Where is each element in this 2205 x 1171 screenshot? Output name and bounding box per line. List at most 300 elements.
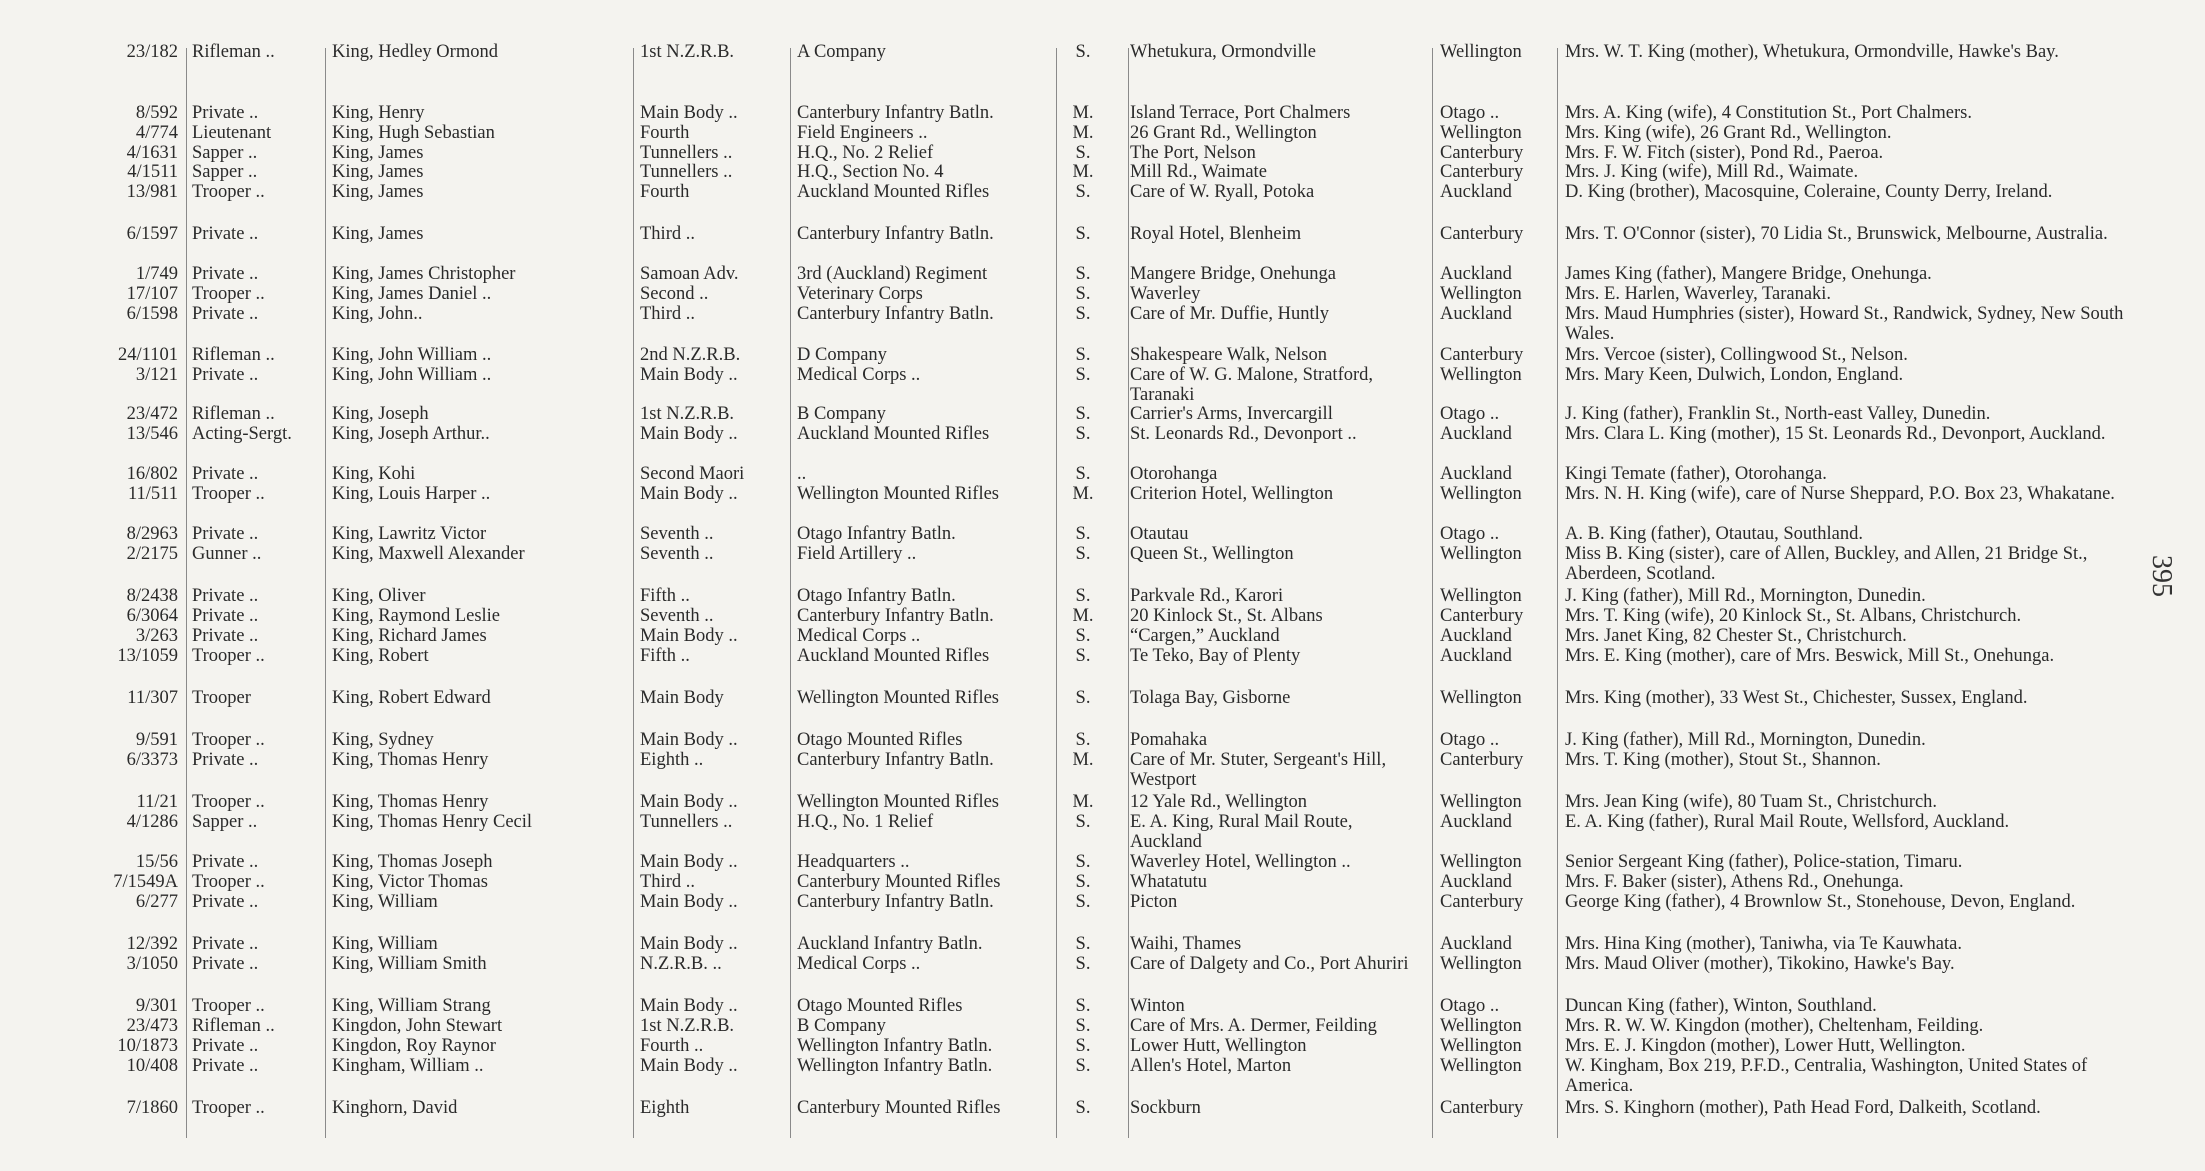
last-address: Otautau — [1130, 524, 1189, 544]
next-of-kin: Mrs. S. Kinghorn (mother), Path Head Ford, Dalkeith, Scotland. — [1565, 1098, 2041, 1118]
rank: Rifleman .. — [192, 1016, 275, 1036]
draft-unit: Tunnellers .. — [640, 143, 733, 163]
entry-number: 10/1873 — [117, 1036, 178, 1056]
next-of-kin: J. King (father), Mill Rd., Mornington, Dunedin. — [1565, 730, 1926, 750]
rank: Gunner .. — [192, 544, 262, 564]
last-address: St. Leonards Rd., Devonport .. — [1130, 424, 1357, 444]
next-of-kin: J. King (father), Mill Rd., Mornington, Dunedin. — [1565, 586, 1926, 606]
next-of-kin: D. King (brother), Macosquine, Coleraine, County Derry, Ireland. — [1565, 182, 2053, 202]
table-row — [0, 954, 2205, 994]
next-of-kin: Mrs. Mary Keen, Dulwich, London, England. — [1565, 365, 1904, 385]
entry-number: 23/182 — [126, 42, 178, 62]
next-of-kin: Mrs. N. H. King (wife), care of Nurse Sheppard, P.O. Box 23, Whakatane. — [1565, 484, 2115, 504]
last-address: Sockburn — [1130, 1098, 1201, 1118]
soldier-name: King, John.. — [332, 304, 423, 324]
district: Wellington — [1440, 544, 1522, 564]
soldier-name: King, Lawritz Victor — [332, 524, 487, 544]
next-of-kin: Mrs. Hina King (mother), Taniwha, via Te Kauwhata. — [1565, 934, 1962, 954]
next-of-kin: Miss B. King (sister), care of Allen, Buckley, and Allen, 21 Bridge St., Aberdeen, Scotland. — [1565, 544, 2088, 584]
company: Otago Mounted Rifles — [797, 730, 963, 750]
company: Wellington Mounted Rifles — [797, 484, 999, 504]
rank: Private .. — [192, 954, 259, 974]
draft-unit: Main Body .. — [640, 934, 738, 954]
company: Canterbury Infantry Batln. — [797, 224, 994, 244]
next-of-kin: Mrs. W. T. King (mother), Whetukura, Ormondville, Hawke's Bay. — [1565, 42, 2059, 62]
draft-unit: Third .. — [640, 224, 695, 244]
soldier-name: King, William Strang — [332, 996, 491, 1016]
company: H.Q., No. 2 Relief — [797, 143, 934, 163]
draft-unit: Main Body — [640, 688, 724, 708]
soldier-name: King, Kohi — [332, 464, 416, 484]
company: B Company — [797, 404, 886, 424]
last-address: Picton — [1130, 892, 1178, 912]
company: Canterbury Infantry Batln. — [797, 606, 994, 626]
rank: Private .. — [192, 892, 259, 912]
entry-number: 2/2175 — [126, 544, 178, 564]
rank: Trooper .. — [192, 284, 265, 304]
rank: Private .. — [192, 1036, 259, 1056]
next-of-kin: Mrs. E. King (mother), care of Mrs. Beswick, Mill St., Onehunga. — [1565, 646, 2055, 666]
soldier-name: King, John William .. — [332, 365, 492, 385]
next-of-kin: Mrs. J. King (wife), Mill Rd., Waimate. — [1565, 162, 1859, 182]
draft-unit: Main Body .. — [640, 792, 738, 812]
district: Wellington — [1440, 484, 1522, 504]
marital-status: S. — [1075, 365, 1091, 385]
soldier-name: Kingdon, Roy Raynor — [332, 1036, 496, 1056]
last-address: Waihi, Thames — [1130, 934, 1242, 954]
company: Auckland Mounted Rifles — [797, 182, 990, 202]
soldier-name: King, James — [332, 143, 424, 163]
last-address: Care of Mrs. A. Dermer, Feilding — [1130, 1016, 1377, 1036]
next-of-kin: Mrs. T. King (mother), Stout St., Shannon. — [1565, 750, 1881, 770]
next-of-kin: Mrs. Janet King, 82 Chester St., Christchurch. — [1565, 626, 1907, 646]
table-row — [0, 365, 2205, 405]
draft-unit: 1st N.Z.R.B. — [640, 1016, 735, 1036]
entry-number: 11/307 — [127, 688, 178, 708]
last-address: Tolaga Bay, Gisborne — [1130, 688, 1291, 708]
soldier-name: King, William Smith — [332, 954, 487, 974]
rank: Private .. — [192, 365, 259, 385]
marital-status: S. — [1075, 182, 1091, 202]
soldier-name: King, James Christopher — [332, 264, 516, 284]
district: Wellington — [1440, 1016, 1522, 1036]
district: Wellington — [1440, 123, 1522, 143]
entry-number: 8/2438 — [126, 586, 178, 606]
next-of-kin: Mrs. E. J. Kingdon (mother), Lower Hutt, Wellington. — [1565, 1036, 1966, 1056]
last-address: Island Terrace, Port Chalmers — [1130, 103, 1351, 123]
district: Wellington — [1440, 954, 1522, 974]
rank: Rifleman .. — [192, 345, 275, 365]
soldier-name: King, John William .. — [332, 345, 492, 365]
rank: Acting-Sergt. — [192, 424, 292, 444]
marital-status: S. — [1075, 934, 1091, 954]
rank: Private .. — [192, 304, 259, 324]
marital-status: S. — [1075, 224, 1091, 244]
soldier-name: King, Hedley Ormond — [332, 42, 498, 62]
next-of-kin: W. Kingham, Box 219, P.F.D., Centralia, Washington, United States of America. — [1565, 1056, 2088, 1096]
entry-number: 10/408 — [126, 1056, 178, 1076]
company: Auckland Infantry Batln. — [797, 934, 983, 954]
entry-number: 9/591 — [135, 730, 178, 750]
next-of-kin: Mrs. A. King (wife), 4 Constitution St., Port Chalmers. — [1565, 103, 1972, 123]
last-address: 26 Grant Rd., Wellington — [1130, 123, 1317, 143]
entry-number: 11/511 — [127, 484, 178, 504]
draft-unit: Second Maori — [640, 464, 745, 484]
draft-unit: 1st N.Z.R.B. — [640, 404, 735, 424]
rank: Sapper .. — [192, 162, 258, 182]
district: Canterbury — [1440, 1098, 1524, 1118]
last-address: Parkvale Rd., Karori — [1130, 586, 1284, 606]
entry-number: 8/592 — [135, 103, 178, 123]
rank: Private .. — [192, 464, 259, 484]
company: Medical Corps .. — [797, 954, 921, 974]
entry-number: 15/56 — [135, 852, 178, 872]
district: Auckland — [1440, 812, 1512, 832]
company: Canterbury Mounted Rifles — [797, 1098, 1001, 1118]
entry-number: 8/2963 — [126, 524, 178, 544]
company: Canterbury Infantry Batln. — [797, 750, 994, 770]
marital-status: S. — [1075, 524, 1091, 544]
marital-status: S. — [1075, 586, 1091, 606]
soldier-name: King, Thomas Henry Cecil — [332, 812, 533, 832]
last-address: Shakespeare Walk, Nelson — [1130, 345, 1327, 365]
draft-unit: 2nd N.Z.R.B. — [640, 345, 741, 365]
company: Canterbury Infantry Batln. — [797, 103, 994, 123]
district: Wellington — [1440, 1036, 1522, 1056]
next-of-kin: Mrs. Vercoe (sister), Collingwood St., Nelson. — [1565, 345, 1908, 365]
marital-status: S. — [1075, 284, 1091, 304]
next-of-kin: E. A. King (father), Rural Mail Route, Wellsford, Auckland. — [1565, 812, 2010, 832]
district: Wellington — [1440, 852, 1522, 872]
table-row — [0, 544, 2205, 584]
district: Auckland — [1440, 934, 1512, 954]
next-of-kin: A. B. King (father), Otautau, Southland. — [1565, 524, 1863, 544]
next-of-kin: James King (father), Mangere Bridge, Onehunga. — [1565, 264, 1932, 284]
district: Canterbury — [1440, 606, 1524, 626]
marital-status: S. — [1075, 404, 1091, 424]
company: H.Q., Section No. 4 — [797, 162, 944, 182]
next-of-kin: Mrs. T. O'Connor (sister), 70 Lidia St., Brunswick, Melbourne, Australia. — [1565, 224, 2108, 244]
district: Auckland — [1440, 646, 1512, 666]
last-address: Care of W. Ryall, Potoka — [1130, 182, 1315, 202]
soldier-name: King, Thomas Joseph — [332, 852, 493, 872]
company: 3rd (Auckland) Regiment — [797, 264, 988, 284]
soldier-name: Kinghorn, David — [332, 1098, 458, 1118]
marital-status: M. — [1072, 484, 1094, 504]
district: Canterbury — [1440, 162, 1524, 182]
company: B Company — [797, 1016, 886, 1036]
entry-number: 6/3064 — [126, 606, 178, 626]
marital-status: S. — [1075, 1016, 1091, 1036]
district: Auckland — [1440, 464, 1512, 484]
marital-status: S. — [1075, 872, 1091, 892]
rank: Rifleman .. — [192, 42, 275, 62]
marital-status: S. — [1075, 42, 1091, 62]
next-of-kin: Mrs. T. King (wife), 20 Kinlock St., St. Albans, Christchurch. — [1565, 606, 2022, 626]
company: Wellington Infantry Batln. — [797, 1056, 993, 1076]
draft-unit: Main Body .. — [640, 626, 738, 646]
soldier-name: Kingham, William .. — [332, 1056, 484, 1076]
draft-unit: Fourth — [640, 123, 690, 143]
marital-status: S. — [1075, 812, 1091, 832]
soldier-name: King, Sydney — [332, 730, 434, 750]
rank: Private .. — [192, 224, 259, 244]
draft-unit: Fifth .. — [640, 586, 690, 606]
company: D Company — [797, 345, 887, 365]
marital-status: M. — [1072, 123, 1094, 143]
company: Otago Infantry Batln. — [797, 586, 956, 606]
rank: Trooper — [192, 688, 251, 708]
last-address: 12 Yale Rd., Wellington — [1130, 792, 1308, 812]
company: Canterbury Infantry Batln. — [797, 304, 994, 324]
next-of-kin: Mrs. King (wife), 26 Grant Rd., Wellington. — [1565, 123, 1892, 143]
district: Canterbury — [1440, 224, 1524, 244]
next-of-kin: Duncan King (father), Winton, Southland. — [1565, 996, 1877, 1016]
last-address: Queen St., Wellington — [1130, 544, 1294, 564]
entry-number: 3/263 — [135, 626, 178, 646]
draft-unit: Fifth .. — [640, 646, 690, 666]
last-address: “Cargen,” Auckland — [1130, 626, 1280, 646]
table-row — [0, 424, 2205, 464]
marital-status: S. — [1075, 626, 1091, 646]
draft-unit: Main Body .. — [640, 484, 738, 504]
entry-number: 4/1286 — [126, 812, 178, 832]
marital-status: S. — [1075, 688, 1091, 708]
district: Wellington — [1440, 586, 1522, 606]
table-row — [0, 1098, 2205, 1138]
rank: Private .. — [192, 750, 259, 770]
soldier-name: King, Louis Harper .. — [332, 484, 491, 504]
entry-number: 24/1101 — [118, 345, 178, 365]
rank: Trooper .. — [192, 1098, 265, 1118]
draft-unit: Main Body .. — [640, 996, 738, 1016]
company: Canterbury Infantry Batln. — [797, 892, 994, 912]
marital-status: S. — [1075, 143, 1091, 163]
draft-unit: Main Body .. — [640, 365, 738, 385]
soldier-name: King, Thomas Henry — [332, 792, 489, 812]
company: Otago Infantry Batln. — [797, 524, 956, 544]
soldier-name: King, Henry — [332, 103, 425, 123]
draft-unit: Main Body .. — [640, 730, 738, 750]
draft-unit: Third .. — [640, 872, 695, 892]
marital-status: M. — [1072, 606, 1094, 626]
entry-number: 3/121 — [135, 365, 178, 385]
soldier-name: King, Richard James — [332, 626, 487, 646]
marital-status: S. — [1075, 646, 1091, 666]
company: Auckland Mounted Rifles — [797, 646, 990, 666]
last-address: Allen's Hotel, Marton — [1130, 1056, 1292, 1076]
soldier-name: King, Robert — [332, 646, 429, 666]
table-row — [0, 304, 2205, 344]
entry-number: 6/277 — [135, 892, 178, 912]
marital-status: S. — [1075, 1036, 1091, 1056]
next-of-kin: Kingi Temate (father), Otorohanga. — [1565, 464, 1827, 484]
draft-unit: Tunnellers .. — [640, 162, 733, 182]
company: Medical Corps .. — [797, 626, 921, 646]
last-address: Te Teko, Bay of Plenty — [1130, 646, 1301, 666]
rank: Private .. — [192, 1056, 259, 1076]
rank: Trooper .. — [192, 792, 265, 812]
table-row — [0, 484, 2205, 524]
rank: Trooper .. — [192, 872, 265, 892]
entry-number: 13/981 — [126, 182, 178, 202]
next-of-kin: J. King (father), Franklin St., North-east Valley, Dunedin. — [1565, 404, 1991, 424]
last-address: 20 Kinlock St., St. Albans — [1130, 606, 1323, 626]
next-of-kin: Mrs. Clara L. King (mother), 15 St. Leonards Rd., Devonport, Auckland. — [1565, 424, 2106, 444]
entry-number: 6/1597 — [126, 224, 178, 244]
rank: Trooper .. — [192, 996, 265, 1016]
district: Auckland — [1440, 264, 1512, 284]
draft-unit: Main Body .. — [640, 103, 738, 123]
last-address: Criterion Hotel, Wellington — [1130, 484, 1334, 504]
table-row — [0, 892, 2205, 932]
draft-unit: Eighth — [640, 1098, 690, 1118]
company: H.Q., No. 1 Relief — [797, 812, 934, 832]
district: Otago .. — [1440, 996, 1500, 1016]
rank: Sapper .. — [192, 143, 258, 163]
last-address: The Port, Nelson — [1130, 143, 1256, 163]
rank: Trooper .. — [192, 646, 265, 666]
marital-status: S. — [1075, 1056, 1091, 1076]
marital-status: M. — [1072, 162, 1094, 182]
rank: Sapper .. — [192, 812, 258, 832]
district: Canterbury — [1440, 345, 1524, 365]
entry-number: 4/774 — [135, 123, 178, 143]
table-row — [0, 42, 2205, 82]
entry-number: 7/1549A — [113, 872, 178, 892]
last-address: E. A. King, Rural Mail Route, Auckland — [1130, 812, 1353, 852]
page-number: 395 — [2146, 555, 2177, 597]
company: Canterbury Mounted Rifles — [797, 872, 1001, 892]
rank: Private .. — [192, 606, 259, 626]
marital-status: M. — [1072, 792, 1094, 812]
last-address: Waverley — [1130, 284, 1201, 304]
company: Otago Mounted Rifles — [797, 996, 963, 1016]
next-of-kin: Mrs. R. W. W. Kingdon (mother), Cheltenham, Feilding. — [1565, 1016, 1984, 1036]
company: Headquarters .. — [797, 852, 910, 872]
draft-unit: Main Body .. — [640, 424, 738, 444]
rank: Rifleman .. — [192, 404, 275, 424]
last-address: Mangere Bridge, Onehunga — [1130, 264, 1337, 284]
entry-number: 1/749 — [135, 264, 178, 284]
district: Auckland — [1440, 424, 1512, 444]
marital-status: S. — [1075, 264, 1091, 284]
draft-unit: Fourth — [640, 182, 690, 202]
marital-status: S. — [1075, 304, 1091, 324]
next-of-kin: Mrs. Maud Oliver (mother), Tikokino, Hawke's Bay. — [1565, 954, 1955, 974]
district: Otago .. — [1440, 730, 1500, 750]
draft-unit: Main Body .. — [640, 852, 738, 872]
soldier-name: King, William — [332, 892, 438, 912]
entry-number: 4/1631 — [126, 143, 178, 163]
table-row — [0, 688, 2205, 728]
last-address: Lower Hutt, Wellington — [1130, 1036, 1307, 1056]
soldier-name: King, Thomas Henry — [332, 750, 489, 770]
marital-status: S. — [1075, 996, 1091, 1016]
next-of-kin: Senior Sergeant King (father), Police-station, Timaru. — [1565, 852, 1963, 872]
rank: Trooper .. — [192, 484, 265, 504]
table-row — [0, 1056, 2205, 1096]
district: Auckland — [1440, 872, 1512, 892]
next-of-kin: George King (father), 4 Brownlow St., Stonehouse, Devon, England. — [1565, 892, 2076, 912]
next-of-kin: Mrs. E. Harlen, Waverley, Taranaki. — [1565, 284, 1832, 304]
rank: Private .. — [192, 934, 259, 954]
draft-unit: Seventh .. — [640, 606, 714, 626]
draft-unit: Second .. — [640, 284, 709, 304]
marital-status: S. — [1075, 544, 1091, 564]
next-of-kin: Mrs. Maud Humphries (sister), Howard St., Randwick, Sydney, New South Wales. — [1565, 304, 2124, 344]
draft-unit: Main Body .. — [640, 1056, 738, 1076]
soldier-name: King, Oliver — [332, 586, 426, 606]
marital-status: S. — [1075, 852, 1091, 872]
soldier-name: King, James — [332, 224, 424, 244]
last-address: Care of Mr. Duffie, Huntly — [1130, 304, 1330, 324]
district: Wellington — [1440, 365, 1522, 385]
company: Field Engineers .. — [797, 123, 928, 143]
entry-number: 4/1511 — [127, 162, 178, 182]
draft-unit: Eighth .. — [640, 750, 704, 770]
marital-status: S. — [1075, 345, 1091, 365]
draft-unit: Third .. — [640, 304, 695, 324]
last-address: Whatatutu — [1130, 872, 1208, 892]
district: Canterbury — [1440, 750, 1524, 770]
company: A Company — [797, 42, 886, 62]
last-address: Pomahaka — [1130, 730, 1208, 750]
marital-status: S. — [1075, 424, 1091, 444]
rank: Private .. — [192, 264, 259, 284]
entry-number: 23/473 — [126, 1016, 178, 1036]
draft-unit: 1st N.Z.R.B. — [640, 42, 735, 62]
company: .. — [797, 464, 807, 484]
draft-unit: Samoan Adv. — [640, 264, 739, 284]
rank: Lieutenant — [192, 123, 272, 143]
soldier-name: King, James — [332, 182, 424, 202]
entry-number: 12/392 — [126, 934, 178, 954]
soldier-name: Kingdon, John Stewart — [332, 1016, 503, 1036]
district: Auckland — [1440, 304, 1512, 324]
soldier-name: King, James — [332, 162, 424, 182]
next-of-kin: Mrs. King (mother), 33 West St., Chichester, Sussex, England. — [1565, 688, 2028, 708]
district: Wellington — [1440, 284, 1522, 304]
district: Canterbury — [1440, 892, 1524, 912]
entry-number: 6/3373 — [126, 750, 178, 770]
draft-unit: Seventh .. — [640, 544, 714, 564]
next-of-kin: Mrs. F. W. Fitch (sister), Pond Rd., Paeroa. — [1565, 143, 1884, 163]
entry-number: 17/107 — [126, 284, 178, 304]
company: Auckland Mounted Rifles — [797, 424, 990, 444]
district: Canterbury — [1440, 143, 1524, 163]
entry-number: 13/546 — [126, 424, 178, 444]
last-address: Care of Dalgety and Co., Port Ahuriri — [1130, 954, 1409, 974]
rank: Private .. — [192, 524, 259, 544]
district: Otago .. — [1440, 103, 1500, 123]
marital-status: S. — [1075, 730, 1091, 750]
last-address: Whetukura, Ormondville — [1130, 42, 1316, 62]
company: Veterinary Corps — [797, 284, 923, 304]
entry-number: 13/1059 — [117, 646, 178, 666]
table-row — [0, 750, 2205, 790]
rank: Private .. — [192, 103, 259, 123]
district: Otago .. — [1440, 524, 1500, 544]
draft-unit: Tunnellers .. — [640, 812, 733, 832]
rank: Private .. — [192, 626, 259, 646]
soldier-name: King, Hugh Sebastian — [332, 123, 495, 143]
rank: Trooper .. — [192, 730, 265, 750]
marital-status: M. — [1072, 750, 1094, 770]
table-row — [0, 224, 2205, 264]
soldier-name: King, Joseph — [332, 404, 429, 424]
soldier-name: King, William — [332, 934, 438, 954]
